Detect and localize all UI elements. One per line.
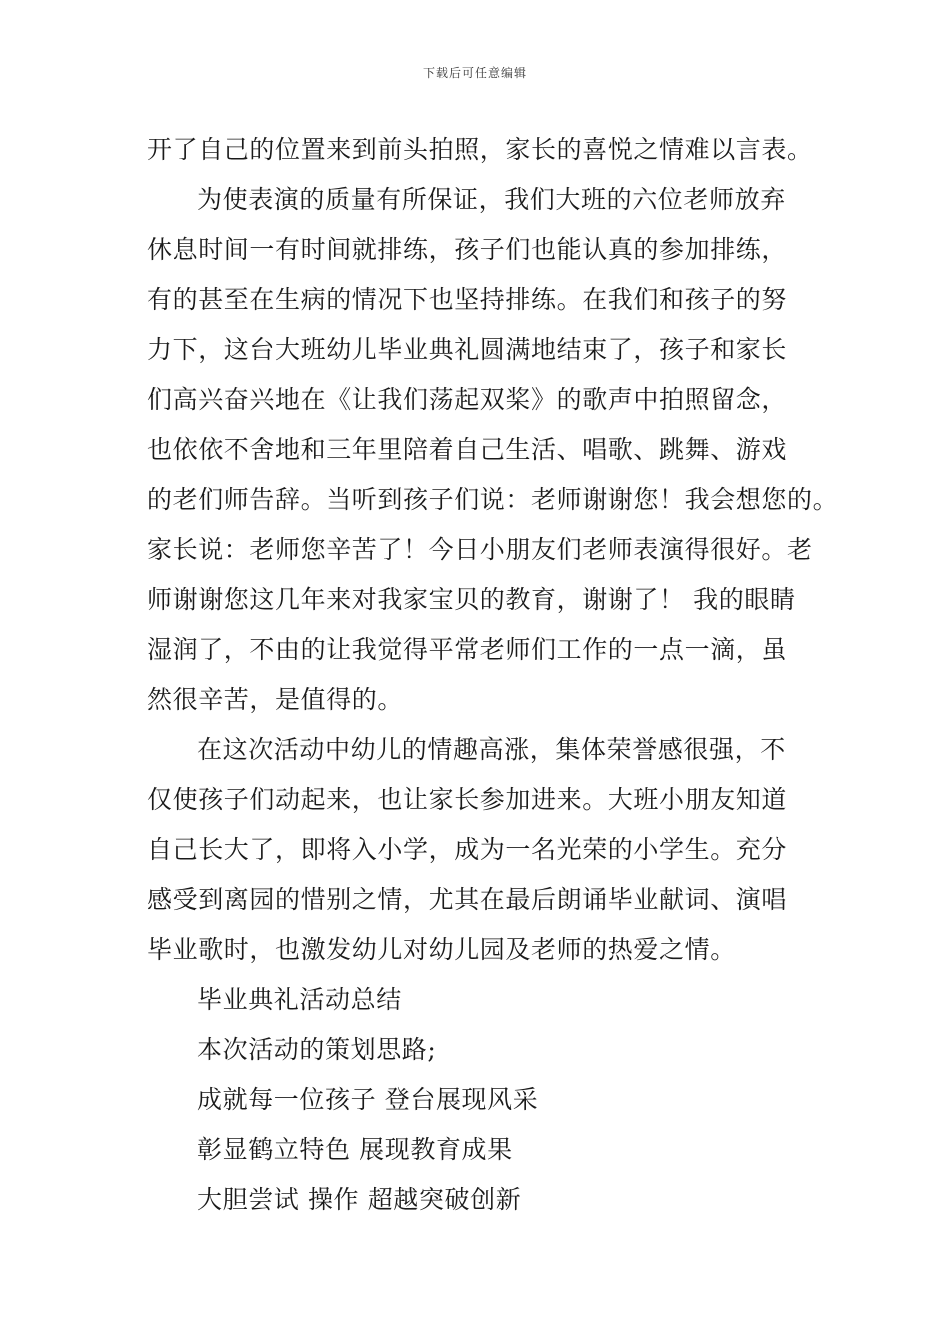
text-line: 的老们师告辞。当听到孩子们说：老师谢谢您！我会想您的。 [147,485,839,514]
paragraph-start: 在这次活动中幼儿的情趣高涨，集体荣誉感很强，不 [197,735,786,764]
page-header: 下载后可任意编辑 [422,66,527,80]
text-line: 们高兴奋兴地在《让我们荡起双桨》的歌声中拍照留念， [147,385,788,414]
slogan-line: 彰显鹤立特色 展现教育成果 [197,1135,513,1164]
text-line: 湿润了，不由的让我觉得平常老师们工作的一点一滴，虽 [147,635,788,664]
text-line: 有的甚至在生病的情况下也坚持排练。在我们和孩子的努 [147,285,788,314]
text-line: 开了自己的位置来到前头拍照，家长的喜悦之情难以言表。 [147,135,813,164]
slogan-line: 大胆尝试 操作 超越突破创新 [197,1185,522,1214]
slogan-line: 成就每一位孩子 登台展现风采 [197,1085,539,1114]
section-heading: 毕业典礼活动总结 [197,985,402,1014]
text-line: 然很辛苦，是值得的。 [147,685,404,714]
document-body [147,125,839,1225]
text-line: 师谢谢您这几年来对我家宝贝的教育，谢谢了！ 我的眼睛 [147,585,796,614]
text-line: 自己长大了，即将入小学，成为一名光荣的小学生。充分 [147,835,788,864]
text-line: 力下，这台大班幼儿毕业典礼圆满地结束了，孩子和家长 [147,335,788,364]
subheading: 本次活动的策划思路; [197,1035,437,1064]
text-line: 也依依不舍地和三年里陪着自己生活、唱歌、跳舞、游戏 [147,435,788,464]
text-line: 毕业歌时，也激发幼儿对幼儿园及老师的热爱之情。 [147,935,736,964]
text-line: 感受到离园的惜别之情，尤其在最后朗诵毕业献词、演唱 [147,885,788,914]
paragraph-start: 为使表演的质量有所保证，我们大班的六位老师放弃 [197,185,786,214]
text-line: 家长说：老师您辛苦了！今日小朋友们老师表演得很好。老 [147,535,813,564]
text-line: 仅使孩子们动起来，也让家长参加进来。大班小朋友知道 [147,785,788,814]
text-line: 休息时间一有时间就排练，孩子们也能认真的参加排练， [147,235,788,264]
